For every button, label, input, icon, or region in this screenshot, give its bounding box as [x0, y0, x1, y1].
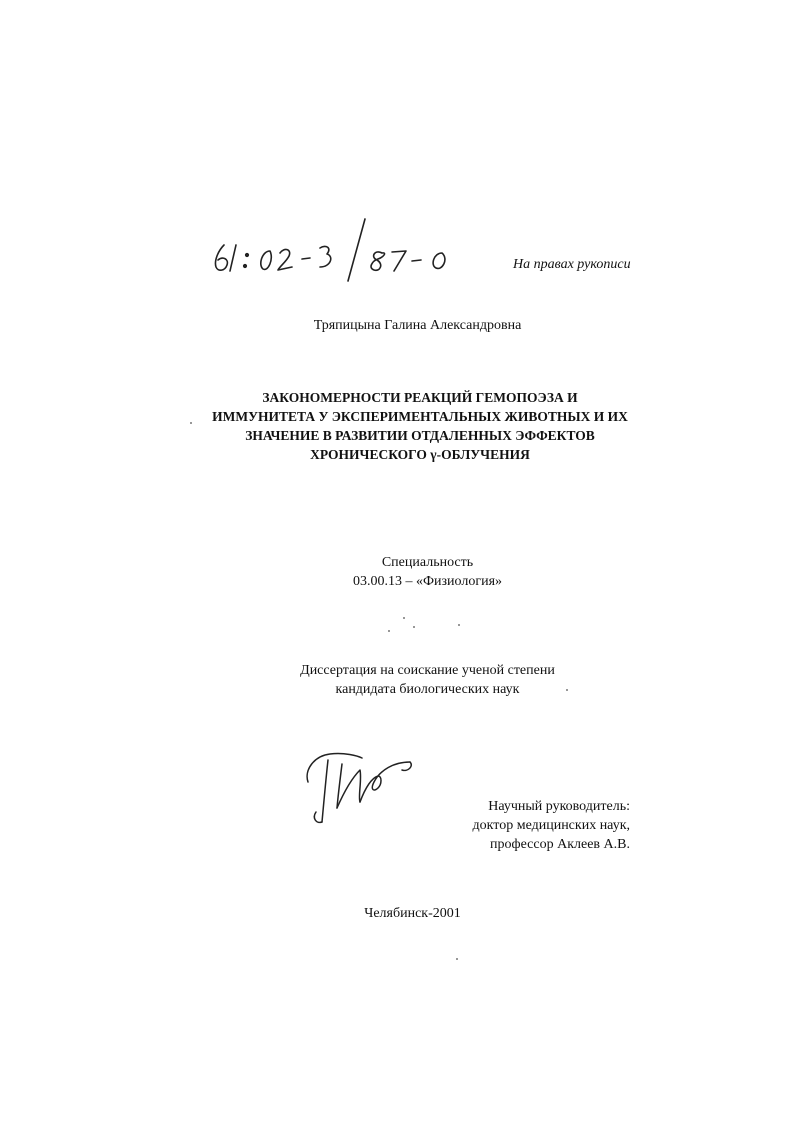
city-year: Челябинск-2001 — [364, 906, 461, 921]
degree-block — [0, 661, 795, 699]
specialty-code: 03.00.13 – «Физиология» — [352, 574, 503, 589]
title-line: ХРОНИЧЕСКОГО γ-ОБЛУЧЕНИЯ — [310, 447, 530, 462]
scan-speck — [458, 624, 460, 626]
signature — [300, 740, 425, 830]
handwritten-catalog-code — [210, 215, 480, 285]
rights-reserved-note: На правах рукописи — [513, 257, 631, 272]
title-line: ИММУНИТЕТА У ЭКСПЕРИМЕНТАЛЬНЫХ ЖИВОТНЫХ И ИХ — [212, 409, 628, 424]
scan-speck — [413, 626, 415, 628]
specialty-label: Специальность — [381, 555, 474, 570]
degree-line: кандидата биологических наук — [335, 682, 520, 697]
supervisor-line: Научный руководитель: — [488, 799, 630, 814]
specialty-block — [0, 553, 795, 591]
scan-speck — [190, 422, 192, 424]
scan-speck — [566, 689, 568, 691]
dissertation-title — [190, 388, 650, 464]
supervisor-line: профессор Аклеев А.В. — [490, 837, 630, 852]
degree-line: Диссертация на соискание ученой степени — [300, 663, 555, 678]
author-name: Тряпицына Галина Александровна — [313, 318, 522, 333]
scan-speck — [456, 958, 458, 960]
supervisor-line: доктор медицинских наук, — [472, 818, 630, 833]
title-line: ЗАКОНОМЕРНОСТИ РЕАКЦИЙ ГЕМОПОЭЗА И — [262, 390, 578, 405]
scan-speck — [403, 617, 405, 619]
scan-speck — [388, 630, 390, 632]
supervisor-block — [473, 797, 630, 854]
title-line: ЗНАЧЕНИЕ В РАЗВИТИИ ОТДАЛЕННЫХ ЭФФЕКТОВ — [245, 428, 595, 443]
